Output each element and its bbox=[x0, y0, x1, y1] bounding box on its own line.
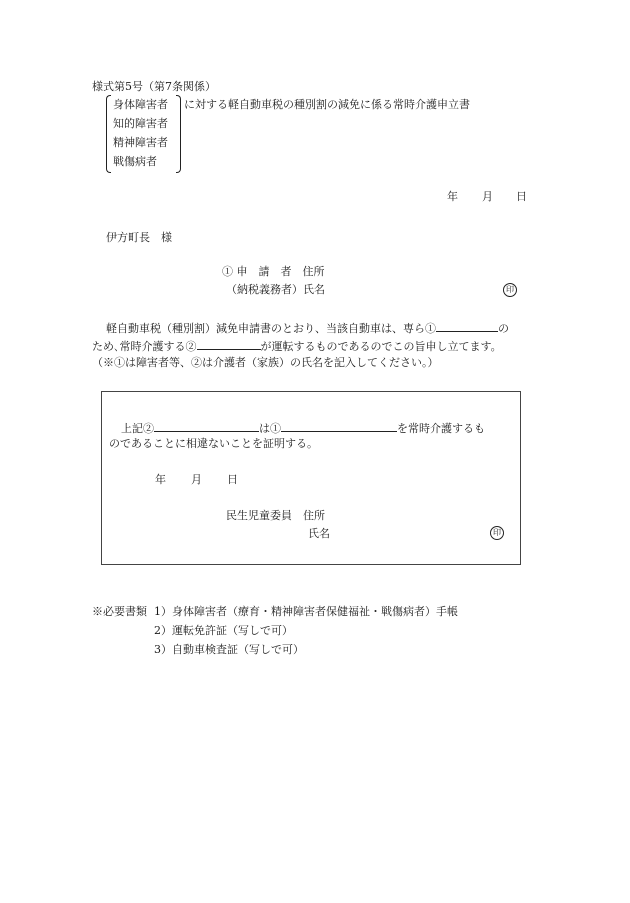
certificate-line-1 bbox=[121, 420, 485, 436]
certificate-line-2: のであることに相違ないことを証明する。 bbox=[109, 437, 318, 450]
date-month: 月 bbox=[482, 190, 493, 203]
date-year: 年 bbox=[447, 190, 458, 203]
applicant-type-3: 精神障害者 bbox=[113, 136, 168, 149]
required-doc-3: 3）自動車検査証（写しで可） bbox=[154, 643, 304, 656]
applicant-seal: 印 bbox=[503, 283, 517, 297]
cert-date-year: 年 bbox=[155, 473, 166, 486]
blank-2[interactable] bbox=[197, 338, 261, 350]
applicant-type-1: 身体障害者 bbox=[113, 98, 168, 111]
cert-line-1-b: は① bbox=[259, 422, 281, 435]
body-line-1-text: 軽自動車税（種別割）減免申請書のとおり、当該自動車は、専ら① bbox=[106, 322, 436, 335]
cert-blank-disabled[interactable] bbox=[281, 420, 397, 432]
applicant-type-2: 知的障害者 bbox=[113, 117, 168, 130]
body-line-2-start: ため､常時介護する② bbox=[92, 340, 197, 353]
body-line-2 bbox=[92, 338, 502, 354]
right-bracket bbox=[176, 95, 181, 173]
cert-line-1-c: を常時介護するも bbox=[397, 422, 485, 435]
blank-1[interactable] bbox=[436, 320, 498, 332]
applicant-name-label: （納税義務者）氏名 bbox=[226, 283, 325, 296]
left-bracket bbox=[106, 95, 111, 173]
required-doc-1: 1）身体障害者（療育・精神障害者保健福祉・戦傷病者）手帳 bbox=[154, 605, 458, 618]
form-number: 様式第5号（第7条関係） bbox=[92, 80, 216, 93]
body-line-1-end: の bbox=[498, 322, 509, 335]
certifier-name: 氏名 bbox=[308, 527, 330, 540]
required-docs-header: ※必要書類 bbox=[92, 605, 147, 618]
required-doc-2: 2）運転免許証（写しで可） bbox=[154, 624, 293, 637]
date-day: 日 bbox=[516, 190, 527, 203]
certifier-seal: 印 bbox=[490, 526, 504, 540]
certifier-role: 民生児童委員 住所 bbox=[226, 509, 325, 522]
body-note: （※①は障害者等、②は介護者（家族）の氏名を記入してください。） bbox=[92, 356, 439, 369]
body-line-2-text: が運転するものであるのでこの旨申し立てます。 bbox=[260, 340, 502, 353]
cert-date-day: 日 bbox=[227, 473, 238, 486]
cert-blank-caregiver[interactable] bbox=[154, 420, 259, 432]
applicant-type-4: 戦傷病者 bbox=[113, 155, 157, 168]
cert-date-month: 月 bbox=[191, 473, 202, 486]
cert-line-1-a: 上記② bbox=[121, 422, 154, 435]
applicant-address-label: ① 申 請 者 住所 bbox=[222, 265, 325, 278]
addressee: 伊方町長 様 bbox=[106, 231, 172, 244]
document-title: に対する軽自動車税の種別割の減免に係る常時介護申立書 bbox=[184, 98, 470, 111]
body-line-1 bbox=[106, 320, 509, 336]
